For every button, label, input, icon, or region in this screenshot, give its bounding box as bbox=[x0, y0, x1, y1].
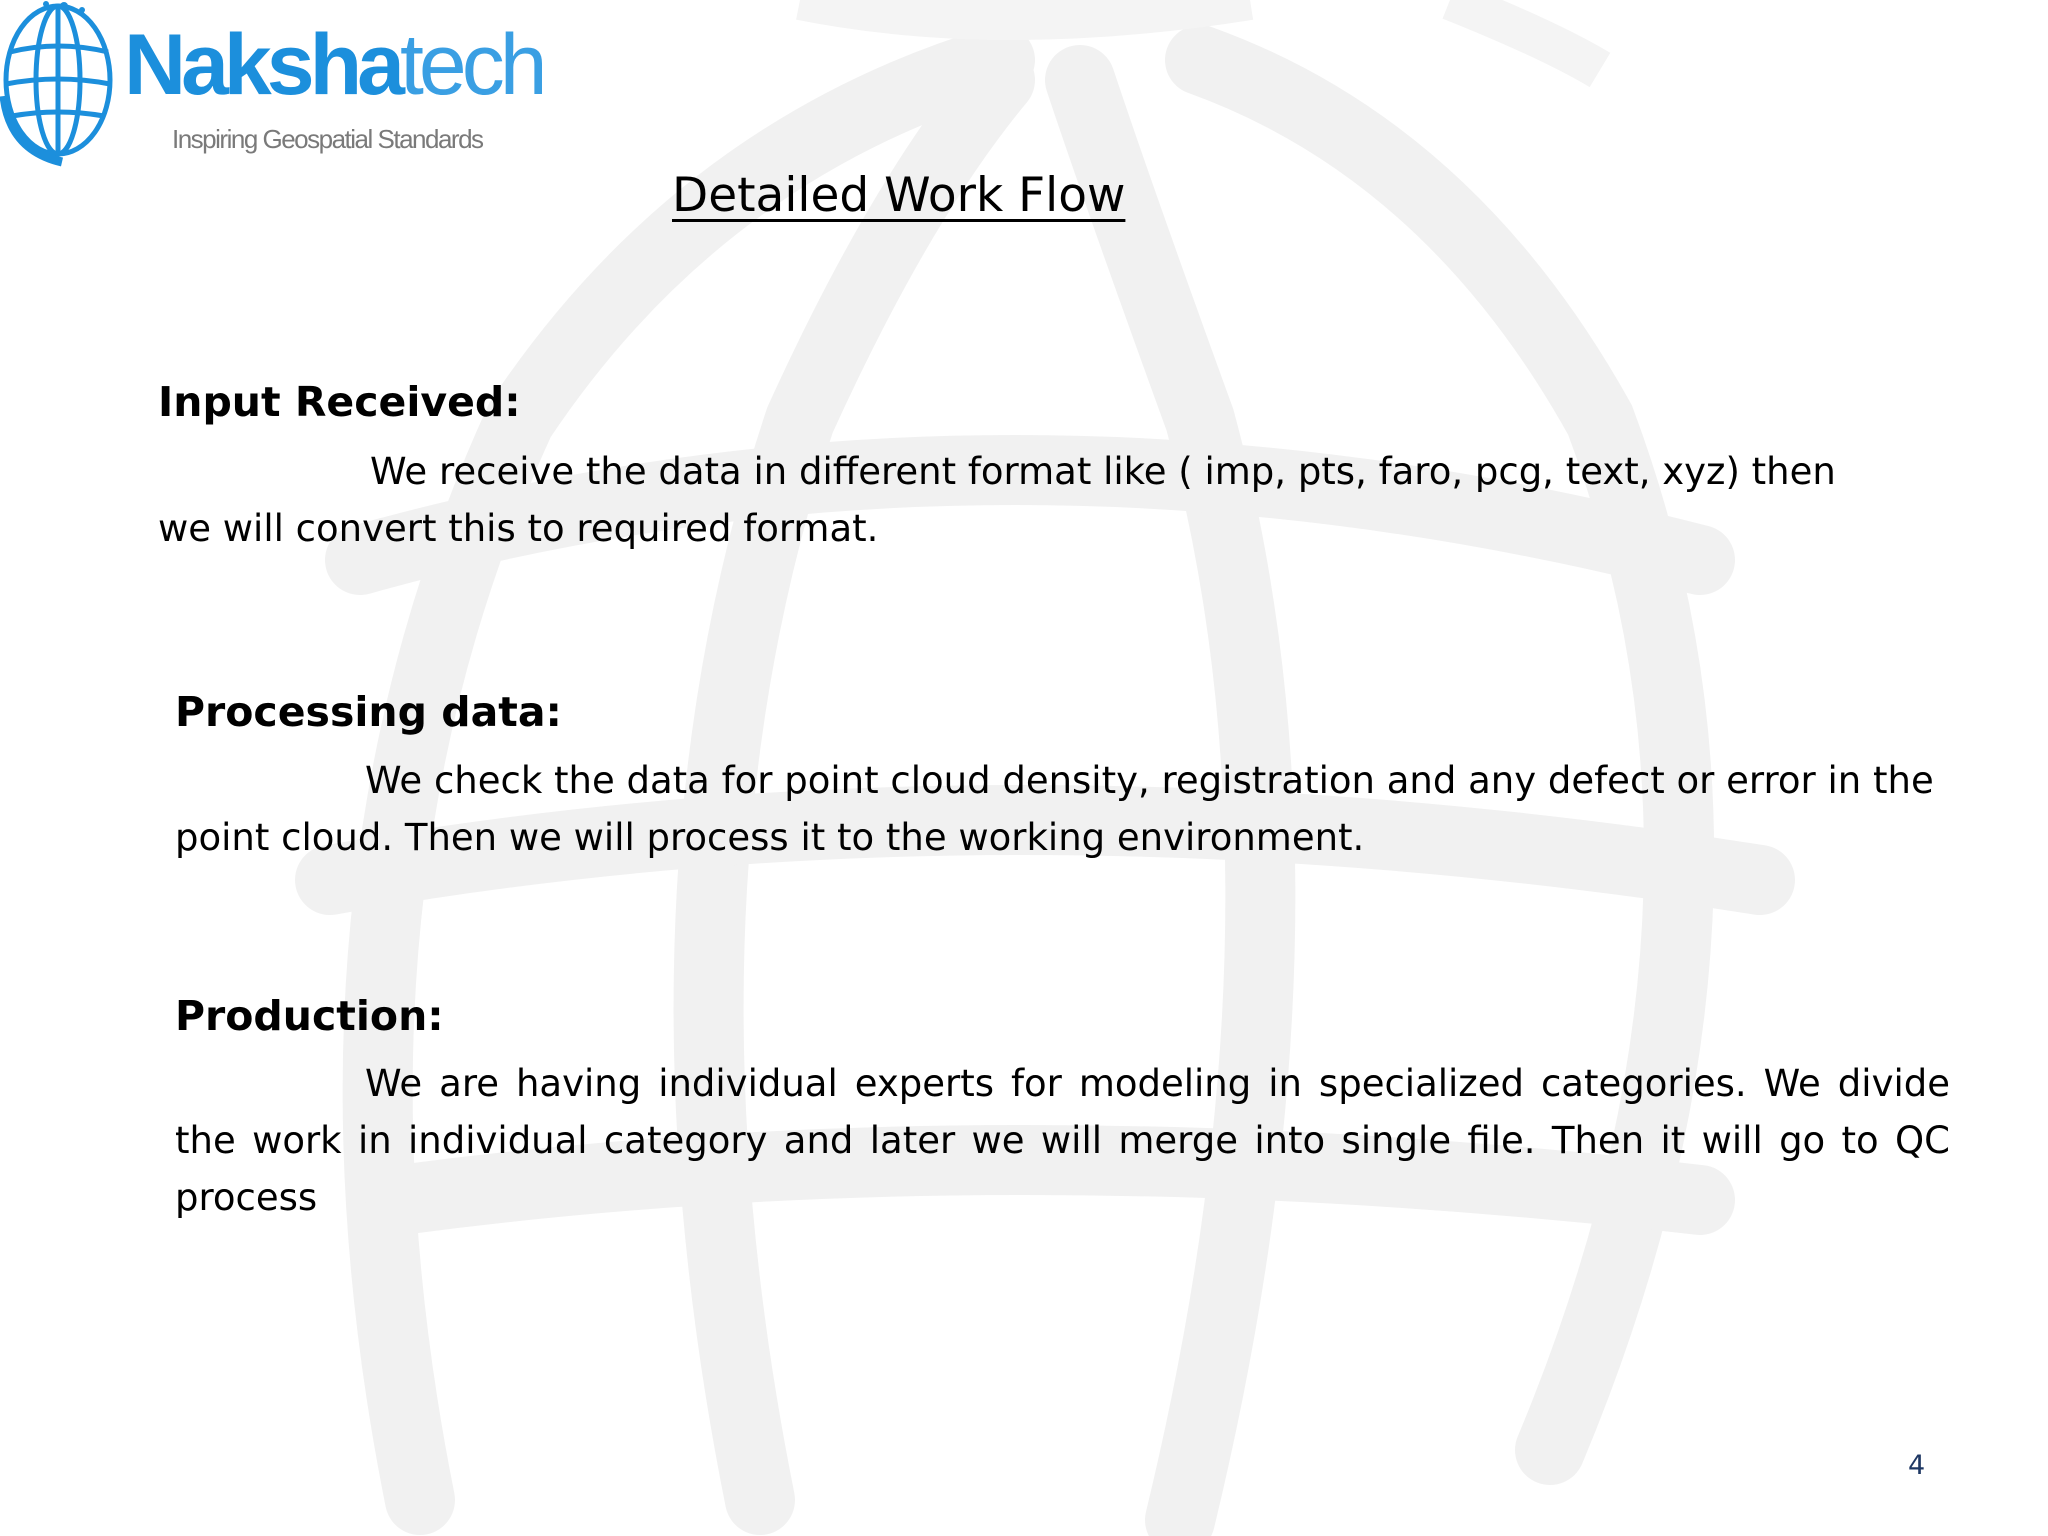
section-text-production: We are having individual experts for modeling in specialized categories. We divide the work in individual category and later we will merge into single file. Then it will go to QC process bbox=[175, 1062, 1950, 1219]
section-heading-processing-data: Processing data: bbox=[175, 688, 562, 736]
section-text-input-received: We receive the data in different format like ( imp, pts, faro, pcg, text, xyz) then we will convert this to required format. bbox=[158, 450, 1836, 550]
logo-word-light: tech bbox=[399, 17, 543, 113]
section-body-production bbox=[175, 1055, 1950, 1226]
section-body-input-received bbox=[158, 443, 1878, 557]
section-heading-input-received: Input Received: bbox=[158, 378, 521, 426]
page-number: 4 bbox=[1908, 1450, 1926, 1481]
globe-icon bbox=[0, 0, 130, 170]
slide-title: Detailed Work Flow bbox=[672, 168, 1126, 223]
logo-tagline: Inspiring Geospatial Standards bbox=[172, 124, 483, 154]
section-text-processing-data: We check the data for point cloud density, registration and any defect or error in the point cloud. Then we will process it to the working environment. bbox=[175, 759, 1934, 859]
section-body-processing-data bbox=[175, 752, 1950, 866]
logo-word-bold: Naksha bbox=[124, 17, 400, 113]
company-logo bbox=[0, 0, 543, 170]
logo-wordmark bbox=[124, 17, 543, 113]
section-heading-production: Production: bbox=[175, 992, 444, 1040]
